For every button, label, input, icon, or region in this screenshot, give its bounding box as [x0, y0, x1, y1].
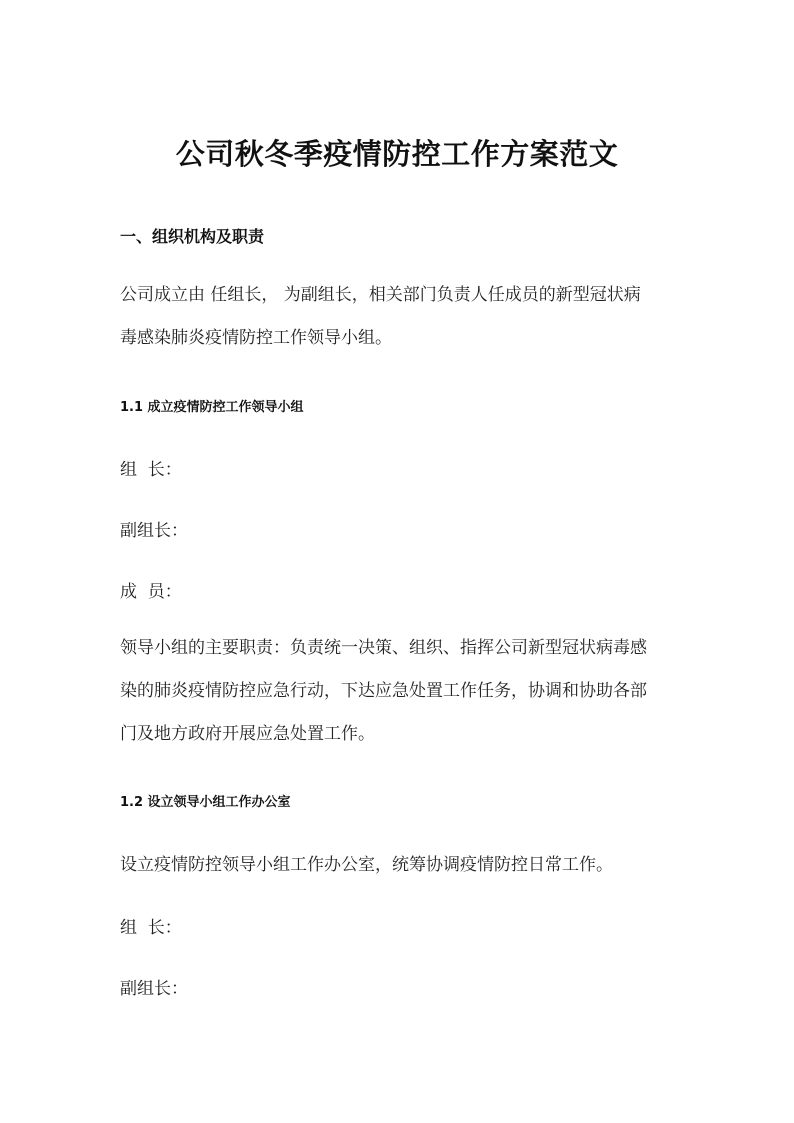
subheading-office: 1.2 设立领导小组工作办公室 [120, 795, 291, 810]
paragraph-line: 染的肺炎疫情防控应急行动，下达应急处置工作任务，协调和协助各部 [120, 681, 647, 701]
group-leader-label: 组 长： [120, 460, 182, 480]
office-intro-paragraph: 设立疫情防控领导小组工作办公室，统筹协调疫情防控日常工作。 [120, 855, 613, 875]
subheading-leading-group: 1.1 成立疫情防控工作领导小组 [120, 400, 304, 415]
office-leader-label: 组 长： [120, 918, 182, 938]
office-deputy-label: 副组长： [120, 979, 188, 999]
document-title: 公司秋冬季疫情防控工作方案范文 [175, 137, 619, 171]
organization-intro-paragraph [120, 274, 680, 360]
group-duties-paragraph [120, 627, 680, 756]
section-heading-organization: 一、组织机构及职责 [120, 227, 265, 246]
paragraph-line: 公司成立由 任组长， 为副组长，相关部门负责人任成员的新型冠状病 [120, 285, 641, 305]
paragraph-line: 领导小组的主要职责：负责统一决策、组织、指挥公司新型冠状病毒感 [120, 638, 647, 658]
paragraph-line: 门及地方政府开展应急处置工作。 [120, 724, 375, 744]
paragraph-line: 毒感染肺炎疫情防控工作领导小组。 [120, 328, 392, 348]
deputy-leader-label: 副组长： [120, 521, 188, 541]
members-label: 成 员： [120, 582, 182, 602]
